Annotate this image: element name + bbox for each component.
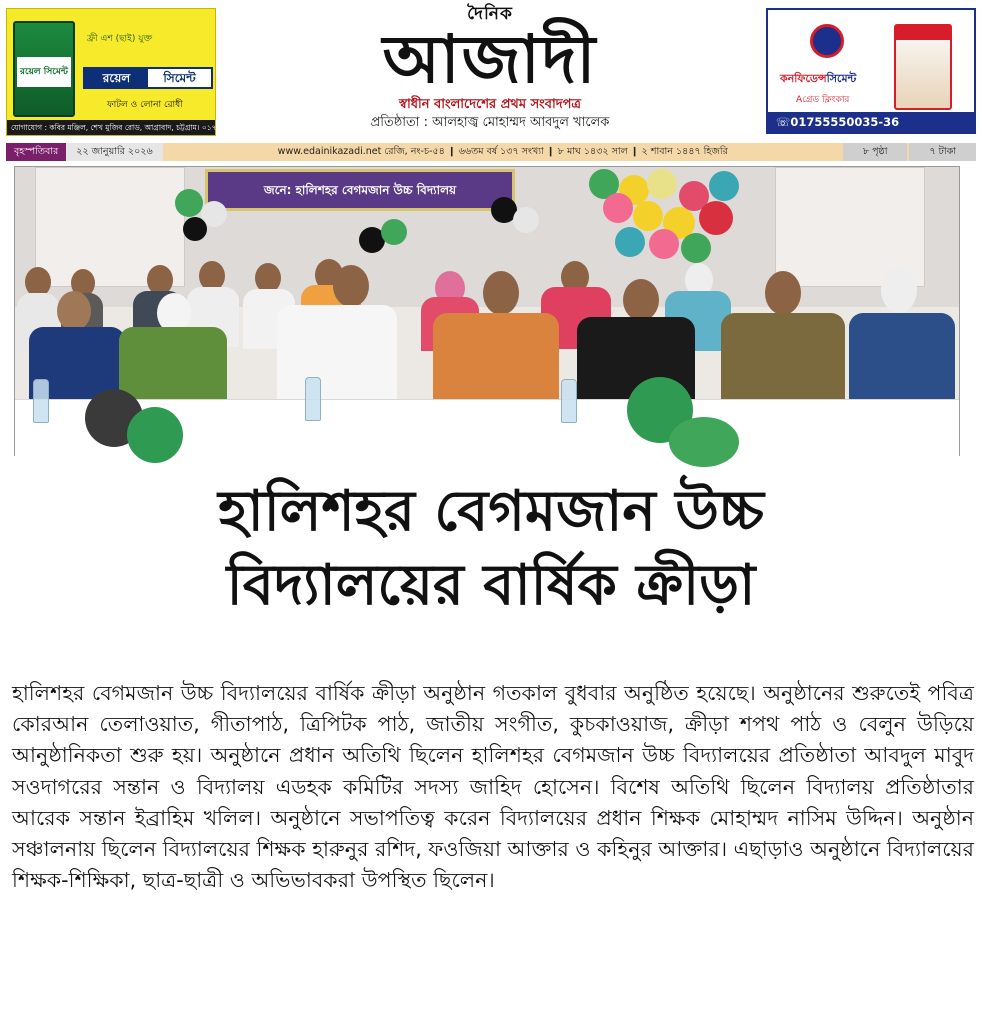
person bbox=[277, 305, 397, 405]
logo-prefix: দৈনিক bbox=[467, 4, 513, 24]
balloon bbox=[669, 417, 739, 467]
balloon bbox=[513, 207, 539, 233]
ad-contact-footer: যোগাযোগ : কবির মঞ্জিল, শেখ মুজিব রোড, আগ্রাবাদ, চট্টগ্রাম। ০১৭০৮-১০৪৭৮ bbox=[7, 120, 215, 135]
balloon bbox=[381, 219, 407, 245]
issue-info-strip bbox=[6, 143, 976, 161]
balloon bbox=[681, 233, 711, 263]
headline-line-1: হালিশহর বেগমজান উচ্চ bbox=[218, 478, 764, 544]
article-body: হালিশহর বেগমজান উচ্চ বিদ্যালয়ের বার্ষিক ক্রীড়া অনুষ্ঠান গতকাল বুধবার অনুষ্ঠিত হয়েছে। অনুষ্ঠানের শুরুতেই পবিত্র কোরআন তেলাওয়াত, গীতাপাঠ, ত্রিপিটক পাঠ, জাতীয় সংগীত, কুচকাওয়াজ, ক্রীড়া শপথ পাঠ ও বেলুন উড়িয়ে আনুষ্ঠানিকতা শুরু হয়। অনুষ্ঠানে প্রধান অতিথি ছিলেন হালিশহর বেগমজান উচ্চ বিদ্যালয়ের প্রতিষ্ঠাতা আবদুল মাবুদ সওদাগরের সন্তান ও বিদ্যালয় এডহক কমিটির সদস্য জাহিদ হোসেন। বিশেষ অতিথি ছিলেন বিদ্যালয় প্রতিষ্ঠাতার আরেক সন্তান ইব্রাহিম খলিল। অনুষ্ঠানে সভাপতিত্ব করেন বিদ্যালয়ের প্রধান শিক্ষক মোহাম্মদ নাসিম উদ্দিন। অনুষ্ঠান সঞ্চালনায় ছিলেন বিদ্যালয়ের শিক্ষক হারুনুর রশিদ, ফওজিয়া আক্তার ও কহিনুর আক্তার। এছাড়াও অনুষ্ঠানে বিদ্যালয়ের শিক্ষক-শিক্ষিকা, ছাত্র-ছাত্রী ও অভিভাবকরা উপস্থিত ছিলেন। bbox=[12, 681, 974, 893]
confidence-cement-advertisement[interactable] bbox=[766, 8, 976, 134]
ad-phone-number: ☏01755550035-36 bbox=[768, 112, 974, 132]
balloon bbox=[127, 407, 183, 463]
person bbox=[483, 271, 519, 315]
water-bottle bbox=[33, 379, 49, 423]
balloon bbox=[615, 227, 645, 257]
ad-brand-part2: সিমেন্ট bbox=[148, 69, 211, 87]
balloon bbox=[183, 217, 207, 241]
ad-brand-part2: সিমেন্ট bbox=[826, 72, 857, 85]
newspaper-logo[interactable] bbox=[290, 4, 690, 140]
person bbox=[119, 327, 227, 407]
brand-logo-icon bbox=[810, 24, 844, 58]
water-bottle bbox=[305, 377, 321, 421]
person bbox=[433, 313, 559, 405]
page-count: ৮ পৃষ্ঠা bbox=[843, 143, 908, 161]
balloon bbox=[603, 193, 633, 223]
balloon bbox=[649, 229, 679, 259]
person bbox=[57, 291, 91, 331]
balloon bbox=[709, 171, 739, 201]
ad-brand-name bbox=[780, 70, 856, 89]
cement-bag-image bbox=[13, 21, 75, 117]
ad-brand-part1: রয়েল bbox=[85, 69, 148, 87]
stage-banner: জনে: হালিশহর বেগমজান উচ্চ বিদ্যালয় bbox=[205, 169, 515, 211]
person bbox=[721, 313, 845, 405]
headline-line-2: বিদ্যালয়ের বার্ষিক ক্রীড়া bbox=[226, 552, 756, 618]
cement-bag-label: রয়েল সিমেন্ট bbox=[17, 57, 71, 87]
founder-line: প্রতিষ্ঠাতা : আলহাজ্ব মোহাম্মদ আবদুল খালেক bbox=[370, 115, 610, 130]
person bbox=[849, 313, 955, 405]
newspaper-slogan: স্বাধীন বাংলাদেশের প্রথম সংবাদপত্র bbox=[399, 97, 581, 112]
balloon bbox=[633, 201, 663, 231]
balloon bbox=[699, 201, 733, 235]
person bbox=[881, 267, 917, 313]
ad-tagline: ফাটল ও লোনা রোধী bbox=[107, 100, 183, 110]
person bbox=[333, 265, 369, 307]
event-photo bbox=[14, 166, 960, 456]
cement-bag-image bbox=[894, 24, 952, 110]
issue-date: ২২ জানুয়ারি ২০২৬ bbox=[66, 143, 162, 161]
bag-top-band bbox=[896, 26, 950, 40]
water-bottle bbox=[561, 379, 577, 423]
masthead bbox=[0, 0, 982, 140]
ad-slogan: ফ্রী এশ (ছাই) যুক্ত bbox=[87, 34, 153, 44]
issue-details[interactable]: www.edainikazadi.net রেজি, নং-চ-৫৪ ❙ ৬৬তম বর্ষ ১৩৭ সংখ্যা ❙ ৮ মাঘ ১৪৩২ সাল ❙ ২ শাবান ১৪৪৭ হিজরি bbox=[277, 145, 728, 157]
article-headline bbox=[14, 474, 968, 622]
royal-cement-advertisement[interactable] bbox=[6, 8, 254, 136]
logo-title: আজাদী bbox=[382, 20, 598, 98]
issue-day: বৃহস্পতিবার bbox=[6, 143, 66, 161]
issue-price: ৭ টাকা bbox=[909, 143, 976, 161]
ad-grade: Aগ্রেড ক্লিংকার bbox=[796, 95, 850, 105]
ad-brand-part1: কনফিডেন্স bbox=[780, 72, 827, 85]
ad-brand-name bbox=[83, 67, 213, 89]
balloon bbox=[175, 189, 203, 217]
balloon bbox=[647, 169, 677, 199]
person bbox=[623, 279, 659, 321]
person bbox=[765, 271, 801, 315]
